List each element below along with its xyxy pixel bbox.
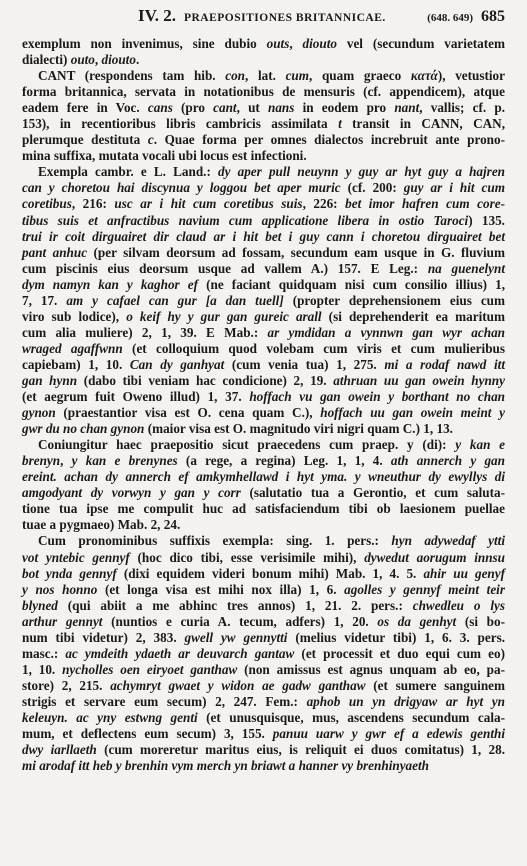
original-page-refs: (648. 649)	[427, 12, 473, 24]
text-line: arthur gennyt (nuntios e curia A. tecum, adfers) 1, 20. os da genhyt (si bo-	[22, 613, 506, 629]
text-line: keleuyn. ac yny estwng genti (et unusquisque, mus, ascendens secundum cala-	[22, 709, 505, 725]
text-line: num tibi videtur) 2, 383. gwell yw gennytti (melius videtur tibi) 1, 6. 3. pers.	[22, 629, 506, 645]
text-line: masc.: ac ymdeith ydaeth ar deuvarch gantaw (et processit et duo equi cum eo)	[22, 645, 505, 661]
running-title: PRAEPOSITIONES BRITANNICAE.	[183, 12, 386, 24]
text-line: 1, 10. nycholles oen eiryoet ganthaw (non amissus est agnus unquam ab eo, pa-	[22, 661, 505, 677]
text-line: plerumque destituta c. Quae forma per omnes dialectos increbruit ante prono-	[22, 132, 505, 148]
text-line: gwr du no chan gynon (maior visa est O. magnitudo viri nigri quam C.) 1, 13.	[22, 421, 453, 437]
text-line: dialecti) outo, diouto.	[22, 52, 140, 68]
text-line: 153), in recentioribus libris cambricis assimilata t transit in CANN, CAN,	[22, 116, 505, 132]
text-line: cum alia muliere) 2, 1, 39. E Mab.: ar ymdidan a vynnwn gan wyr achan	[22, 324, 505, 340]
section-number: IV. 2.	[138, 6, 176, 25]
text-line: cum piscinis eius deorsum usque ad vallem A.) 157. E Leg.: na guenelynt	[22, 260, 505, 276]
text-line: gan hynn (dabo tibi veniam hac condicione) 2, 19. athruan uu gan owein hynny	[22, 372, 505, 388]
text-line: can y choretou hai discynua y loggou bet aper muric (cf. 200: guy ar i hit cum	[22, 180, 506, 196]
text-line: Cum pronominibus suffixis exempla: sing. 1. pers.: hyn adywedaf ytti	[38, 533, 506, 549]
text-line: tione tua ipse me compulit huc ad satisfaciendum tibi ob laesionem puellae	[22, 501, 505, 517]
text-line: viro sub lodice), o keif hy y gur gan gureic arall (si deprehenderit ea maritum	[22, 308, 505, 324]
running-header	[22, 6, 505, 36]
text-line: wraged agaffwnn (et colloquium quod volebam cum viris et cum mulieribus	[22, 340, 505, 356]
text-line: mi arodaf itt heb y brenhin vym merch yn briawt a hanner vy brenhinyaeth	[22, 758, 430, 774]
text-line: mum, et deflectens eum secum) 3, 155. panuu uarw y gwr ef a edewis genthi	[22, 726, 505, 742]
text-line: gynon (praestantior visa est O. cena quam C.), hoffach uu gan owein meint y	[22, 405, 505, 421]
text-line: CANT (respondens tam hib. con, lat. cum, quam graeco κατά), vetustior	[38, 68, 506, 84]
text-line: mina suffixa, mutata vocali ubi locus est infectioni.	[22, 148, 307, 164]
text-line: blyned (qui abiit a me abhinc tres annos) 1, 21. 2. pers.: chwedleu o lys	[22, 597, 505, 613]
text-line: (et aegrum fuit Oweno illud) 1, 37. hoffach vu gan owein y borthant no chan	[22, 389, 506, 405]
text-line: store) 2, 215. achymryt gwaet y widon ae gadw ganthaw (et sumere sanguinem	[22, 677, 505, 693]
text-line: vot yntebic gennyf (hoc dico tibi, esse verisimile mihi), dywedut aorugum innsu	[22, 549, 505, 565]
text-line: Exempla cambr. e L. Land.: dy aper pull neuynn y guy ar hyt guy a hajren	[38, 164, 506, 180]
text-line: 7, 17. am y cafael can gur [a dan tuell] (propter deprehensionem eius cum	[22, 292, 505, 308]
text-line: tuae a pygmaeo) Mab. 2, 24.	[22, 517, 181, 533]
text-line: capiebam) 1, 10. Can dy ganhyat (cum venia tua) 1, 275. mi a rodaf nawd itt	[22, 356, 505, 372]
text-line: dym namyn kan y kaghor ef (ne faciant quidquam nisi cum consilio illius) 1,	[22, 276, 505, 292]
text-line: exemplum non invenimus, sine dubio outs, diouto vel (secundum varietatem	[22, 36, 506, 51]
text-line: ereint. achan dy annerch ef amkymhellawd i hyt yma. y wneuthur dy ewyllys di	[22, 469, 505, 485]
text-line: tibus suis et anfractibus navium cum applicatione libera in ostio Taroci) 135.	[22, 212, 505, 228]
text-line: amgodyant dy vorwyn y gan y corr (salutatio tua a Gerontio, et cum saluta-	[22, 485, 505, 501]
text-line: coretibus, 216: usc ar i hit cum coretibus suis, 226: bet imor hafren cum core-	[22, 196, 505, 212]
text-line: pant anhuc (per silvam deorsum ad fossam, secundum eam usque in G. fluvium	[22, 244, 505, 260]
text-line: eadem fere in Voc. cans (pro cant, ut nans in eodem pro nant, vallis; cf. p.	[22, 100, 505, 116]
text-line: y nos honno (et longa visa est mihi nox illa) 1, 6. agolles y gennyf meint teir	[22, 581, 505, 597]
text-line: trui ir coit dirguairet dir claud ar i hit bet i guy cann i choretou dirguairet bet	[22, 228, 505, 244]
text-line: Coniungitur haec praepositio sicut praecedens cum praep. y (di): y kan e	[38, 437, 505, 453]
page-number: 685	[481, 8, 505, 25]
body-text	[22, 36, 505, 774]
text-line: brenyn, y kan e brenynes (a rege, a regina) Leg. 1, 1, 4. ath annerch y gan	[22, 453, 505, 469]
text-line: strigis et servare eum secum) 2, 247. Fem.: aphob un yn drigyaw ar hyt yn	[22, 693, 505, 709]
text-line: forma britannica, servata in notationibus de mensuris (cf. appendicem), atque	[22, 84, 505, 100]
text-line: dwy iarllaeth (cum moreretur maritus eius, is reliquit ei duos comitatus) 1, 28.	[22, 742, 506, 758]
text-line: bot ynda gennyf (dixi equidem videri bonum mihi) Mab. 1, 4. 5. ahir uu genyf	[22, 565, 506, 581]
